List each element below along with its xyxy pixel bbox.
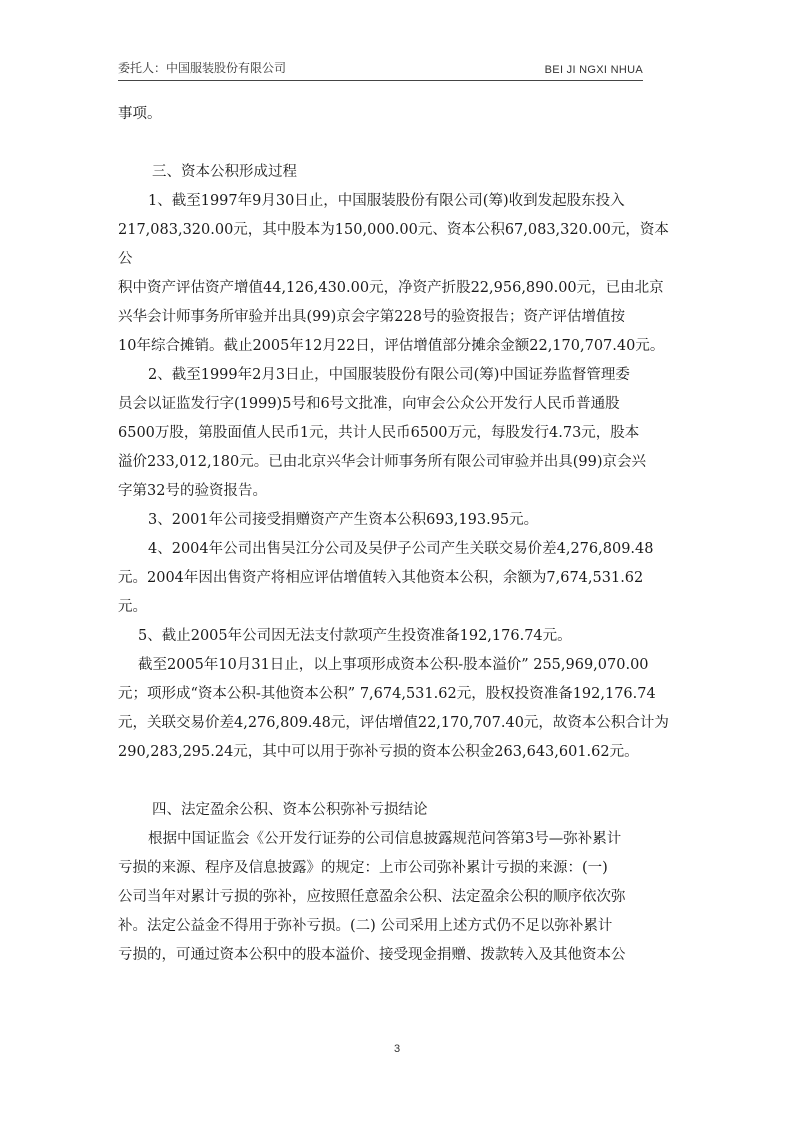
text-line: 亏损的来源、程序及信息披露》的规定：上市公司弥补累计亏损的来源：(一) — [118, 860, 608, 876]
paragraph-summary — [118, 651, 678, 767]
text-line: 截至2005年10月31日止，以上事项形成资本公积-股本溢价” 255,969,070.00 — [138, 657, 649, 673]
text-line: 元。 — [118, 599, 147, 615]
text-line: 兴华会计师事务所审验并出具(99)京会字第228号的验资报告；资产评估增值按 — [118, 309, 625, 325]
text-line: 补。法定公益金不得用于弥补亏损。(二) 公司采用上述方式仍不足以弥补累计 — [118, 918, 613, 934]
text-line: 5、截止2005年公司因无法支付款项产生投资准备192,176.74元。 — [138, 628, 572, 644]
text-line: 亏损的，可通过资本公积中的股本溢价、接受现金捐赠、拨款转入及其他资本公 — [118, 947, 626, 963]
page-header — [118, 58, 643, 81]
text-line: 根据中国证监会《公开发行证券的公司信息披露规范问答第3号—弥补累计 — [148, 831, 622, 847]
document-body — [118, 100, 678, 970]
section-heading-3: 三、资本公积形成过程 — [152, 164, 297, 180]
text-line: 字第32号的验资报告。 — [118, 483, 267, 499]
header-firm-name: BEI JI NGXI NHUA — [544, 64, 643, 76]
text-line: 元。2004年因出售资产将相应评估增值转入其他资本公积，余额为7,674,531.62 — [118, 570, 644, 586]
paragraph-continuation: 事项。 — [118, 106, 162, 122]
paragraph-item-1 — [118, 187, 678, 361]
text-line: 元，关联交易价差4,276,809.48元，评估增值22,170,707.40元，故资本公积合计为 — [118, 715, 669, 731]
text-line: 217,083,320.00元，其中股本为150,000.00元、资本公积67,083,320.00元，资本公 — [118, 222, 669, 267]
text-line: 1、截至1997年9月30日止，中国服装股份有限公司(筹)收到发起股东投入 — [148, 193, 625, 209]
text-line: 290,283,295.24元，其中可以用于弥补亏损的资本公积金263,643,601.62元。 — [118, 744, 639, 760]
paragraph-conclusion — [118, 825, 678, 970]
paragraph-item-4 — [118, 535, 678, 622]
section-heading-4: 四、法定盈余公积、资本公积弥补亏损结论 — [152, 802, 428, 818]
text-line: 公司当年对累计亏损的弥补，应按照任意盈余公积、法定盈余公积的顺序依次弥 — [118, 889, 626, 905]
paragraph-item-3 — [118, 506, 678, 535]
page-number: 3 — [393, 1043, 401, 1055]
header-client-name: 委托人：中国服装股份有限公司 — [118, 61, 287, 75]
text-line: 4、2004年公司出售吴江分公司及吴伊子公司产生关联交易价差4,276,809.48 — [148, 541, 654, 557]
text-line: 积中资产评估资产增值44,126,430.00元，净资产折股22,956,890.00元，已由北京 — [118, 280, 664, 296]
spacer — [118, 767, 678, 796]
text-line: 6500万股，第股面值人民币1元，共计人民币6500万元，每股发行4.73元，股本 — [118, 425, 640, 441]
text-line: 元；项形成“资本公积-其他资本公积” 7,674,531.62元，股权投资准备192,176.74 — [118, 686, 656, 702]
spacer — [118, 129, 678, 158]
paragraph-item-5 — [118, 622, 678, 651]
text-line: 10年综合摊销。截止2005年12月22日，评估增值部分摊余金额22,170,707.40元。 — [118, 338, 665, 354]
text-line: 溢价233,012,180元。已由北京兴华会计师事务所有限公司审验并出具(99)京会兴 — [118, 454, 647, 470]
text-line: 3、2001年公司接受捐赠资产产生资本公积693,193.95元。 — [148, 512, 539, 528]
paragraph-item-2 — [118, 361, 678, 506]
text-line: 员会以证监发行字(1999)5号和6号文批准，向审会公众公开发行人民币普通股 — [118, 396, 620, 412]
text-line: 2、截至1999年2月3日止，中国服装股份有限公司(筹)中国证券监督管理委 — [148, 367, 630, 383]
